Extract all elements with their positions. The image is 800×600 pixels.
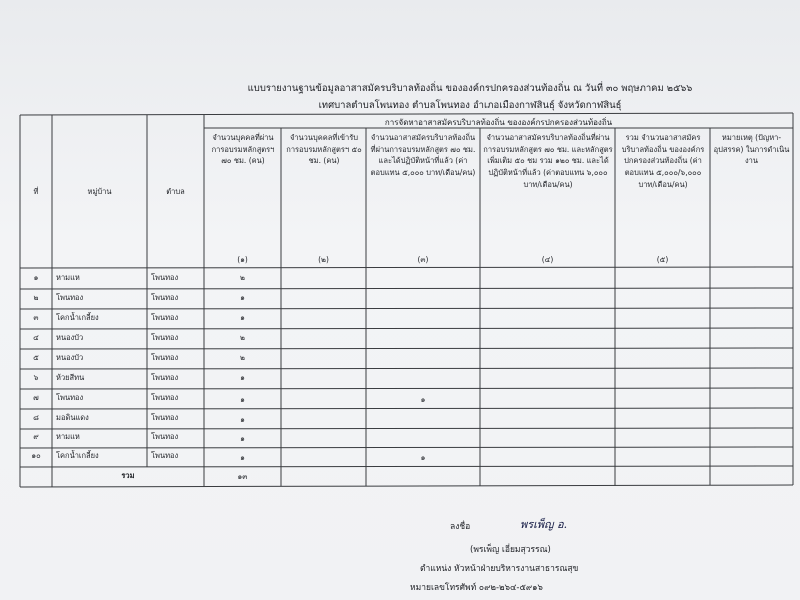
row-c1: ๑	[240, 453, 245, 462]
header-c1: จำนวนบุคคลที่ผ่านการอบรมหลักสูตรฯ ๗๐ ชม. (คน)	[211, 133, 275, 166]
row-no: ๑๐	[31, 451, 41, 460]
header-no: ที่	[33, 187, 39, 196]
row-no: ๒	[33, 293, 39, 302]
row-village: หามแห	[56, 432, 80, 441]
signer-phone: หมายเลขโทรศัพท์ ๐๙๒-๒๖๔-๕๙๑๖	[410, 583, 543, 593]
row-c3: ๑	[420, 453, 426, 462]
sign-label: ลงชื่อ	[450, 522, 471, 532]
row-village: โพนทอง	[56, 293, 84, 302]
total-label: รวม	[121, 471, 135, 480]
report-subtitle: เทศบาลตำบลโพนทอง ตำบลโพนทอง อำเภอเมืองกาฬสินธุ์ จังหวัดกาฬสินธุ์	[318, 100, 622, 111]
row-c1: ๑	[240, 434, 245, 443]
row-no: ๕	[33, 353, 39, 362]
row-village: โพนทอง	[56, 393, 84, 402]
row-village: มอดินแดง	[56, 413, 89, 422]
header-c2: จำนวนบุคคลที่เข้ารับการอบรมหลักสูตรฯ ๕๐ ชม. (คน)	[286, 133, 362, 166]
row-c3: ๑	[420, 395, 426, 404]
row-subdistrict: โพนทอง	[151, 373, 179, 382]
header-village: หมู่บ้าน	[87, 187, 112, 196]
header-c5: รวม จำนวนอาสาสมัครบริบาลท้องถิ่น ขององค์กรปกครองส่วนท้องถิ่น (ค่าตอบแทน ๕,๐๐๐/๖,๐๐๐ บาท/เดือน/คน)	[621, 133, 705, 189]
row-no: ๑	[33, 273, 39, 282]
row-village: หนองบัว	[56, 353, 84, 362]
total-c1: ๑๓	[237, 472, 248, 481]
row-subdistrict: โพนทอง	[151, 353, 179, 362]
row-subdistrict: โพนทอง	[151, 293, 179, 302]
signer-position: ตำแหน่ง หัวหน้าฝ่ายบริหารงานสาธารณสุข	[420, 564, 579, 574]
row-village: ห้วยสีทน	[56, 373, 85, 382]
report-title: แบบรายงานฐานข้อมูลอาสาสมัครบริบาลท้องถิ่น ขององค์กรปกครองส่วนท้องถิ่น ณ วันที่ ๓๐ พฤษภาคม ๒๕๖๖	[247, 83, 693, 94]
row-c1: ๑	[240, 395, 245, 404]
row-no: ๓	[33, 313, 39, 322]
row-c1: ๑	[240, 293, 245, 302]
row-c1: ๒	[240, 353, 245, 362]
header-subdistrict: ตำบล	[166, 187, 185, 196]
row-village: โคกน้ำเกลี้ยง	[56, 451, 99, 460]
header-c3: จำนวนอาสาสมัครบริบาลท้องถิ่นที่ผ่านการอบรมหลักสูตร ๗๐ ชม. และได้ปฏิบัติหน้าที่แล้ว (ค่าตอบแทน ๕,๐๐๐ บาท/เดือน/คน)	[370, 133, 476, 177]
header-c4: จำนวนอาสาสมัครบริบาลท้องถิ่นที่ผ่านการอบรมหลักสูตร ๗๐ ชม. และหลักสูตรเพิ่มเติม ๕๐ ชม รวม ๑๒๐ ชม. และได้ปฏิบัติหน้าที่แล้ว (ค่าตอบแทน ๖,๐๐๐ บาท/เดือน/คน)	[483, 133, 613, 189]
col-number-1: (๑)	[237, 255, 248, 264]
row-c1: ๒	[240, 333, 245, 342]
row-c1: ๑	[240, 373, 245, 382]
row-subdistrict: โพนทอง	[151, 393, 179, 402]
row-subdistrict: โพนทอง	[151, 273, 179, 282]
header-group: การจัดหาอาสาสมัครบริบาลท้องถิ่น ขององค์กรปกครองส่วนท้องถิ่น	[384, 118, 613, 127]
row-subdistrict: โพนทอง	[151, 333, 179, 342]
row-no: ๗	[33, 393, 39, 402]
row-c1: ๑	[240, 313, 245, 322]
col-number-5: (๕)	[656, 255, 669, 264]
signer-name: (พรเพ็ญ เอี่ยมสุวรรณ)	[470, 545, 551, 555]
row-c1: ๑	[240, 415, 245, 424]
row-no: ๖	[33, 373, 39, 382]
col-number-3: (๓)	[417, 255, 429, 264]
row-no: ๘	[33, 413, 39, 422]
handwritten-signature: พรเพ็ญ อ.	[520, 518, 568, 531]
col-number-2: (๒)	[318, 255, 329, 264]
row-c1: ๒	[240, 273, 245, 282]
header-note: หมายเหตุ (ปัญหา-อุปสรรค) ในการดำเนินงาน	[713, 133, 790, 166]
row-no: ๔	[33, 333, 39, 342]
row-village: โคกน้ำเกลี้ยง	[56, 313, 99, 322]
row-no: ๙	[33, 432, 39, 441]
row-subdistrict: โพนทอง	[151, 432, 179, 441]
row-subdistrict: โพนทอง	[151, 413, 179, 422]
row-subdistrict: โพนทอง	[151, 313, 179, 322]
row-village: หนองบัว	[56, 333, 84, 342]
row-subdistrict: โพนทอง	[151, 451, 179, 460]
col-number-4: (๔)	[541, 255, 554, 264]
row-village: หามแห	[56, 273, 80, 282]
